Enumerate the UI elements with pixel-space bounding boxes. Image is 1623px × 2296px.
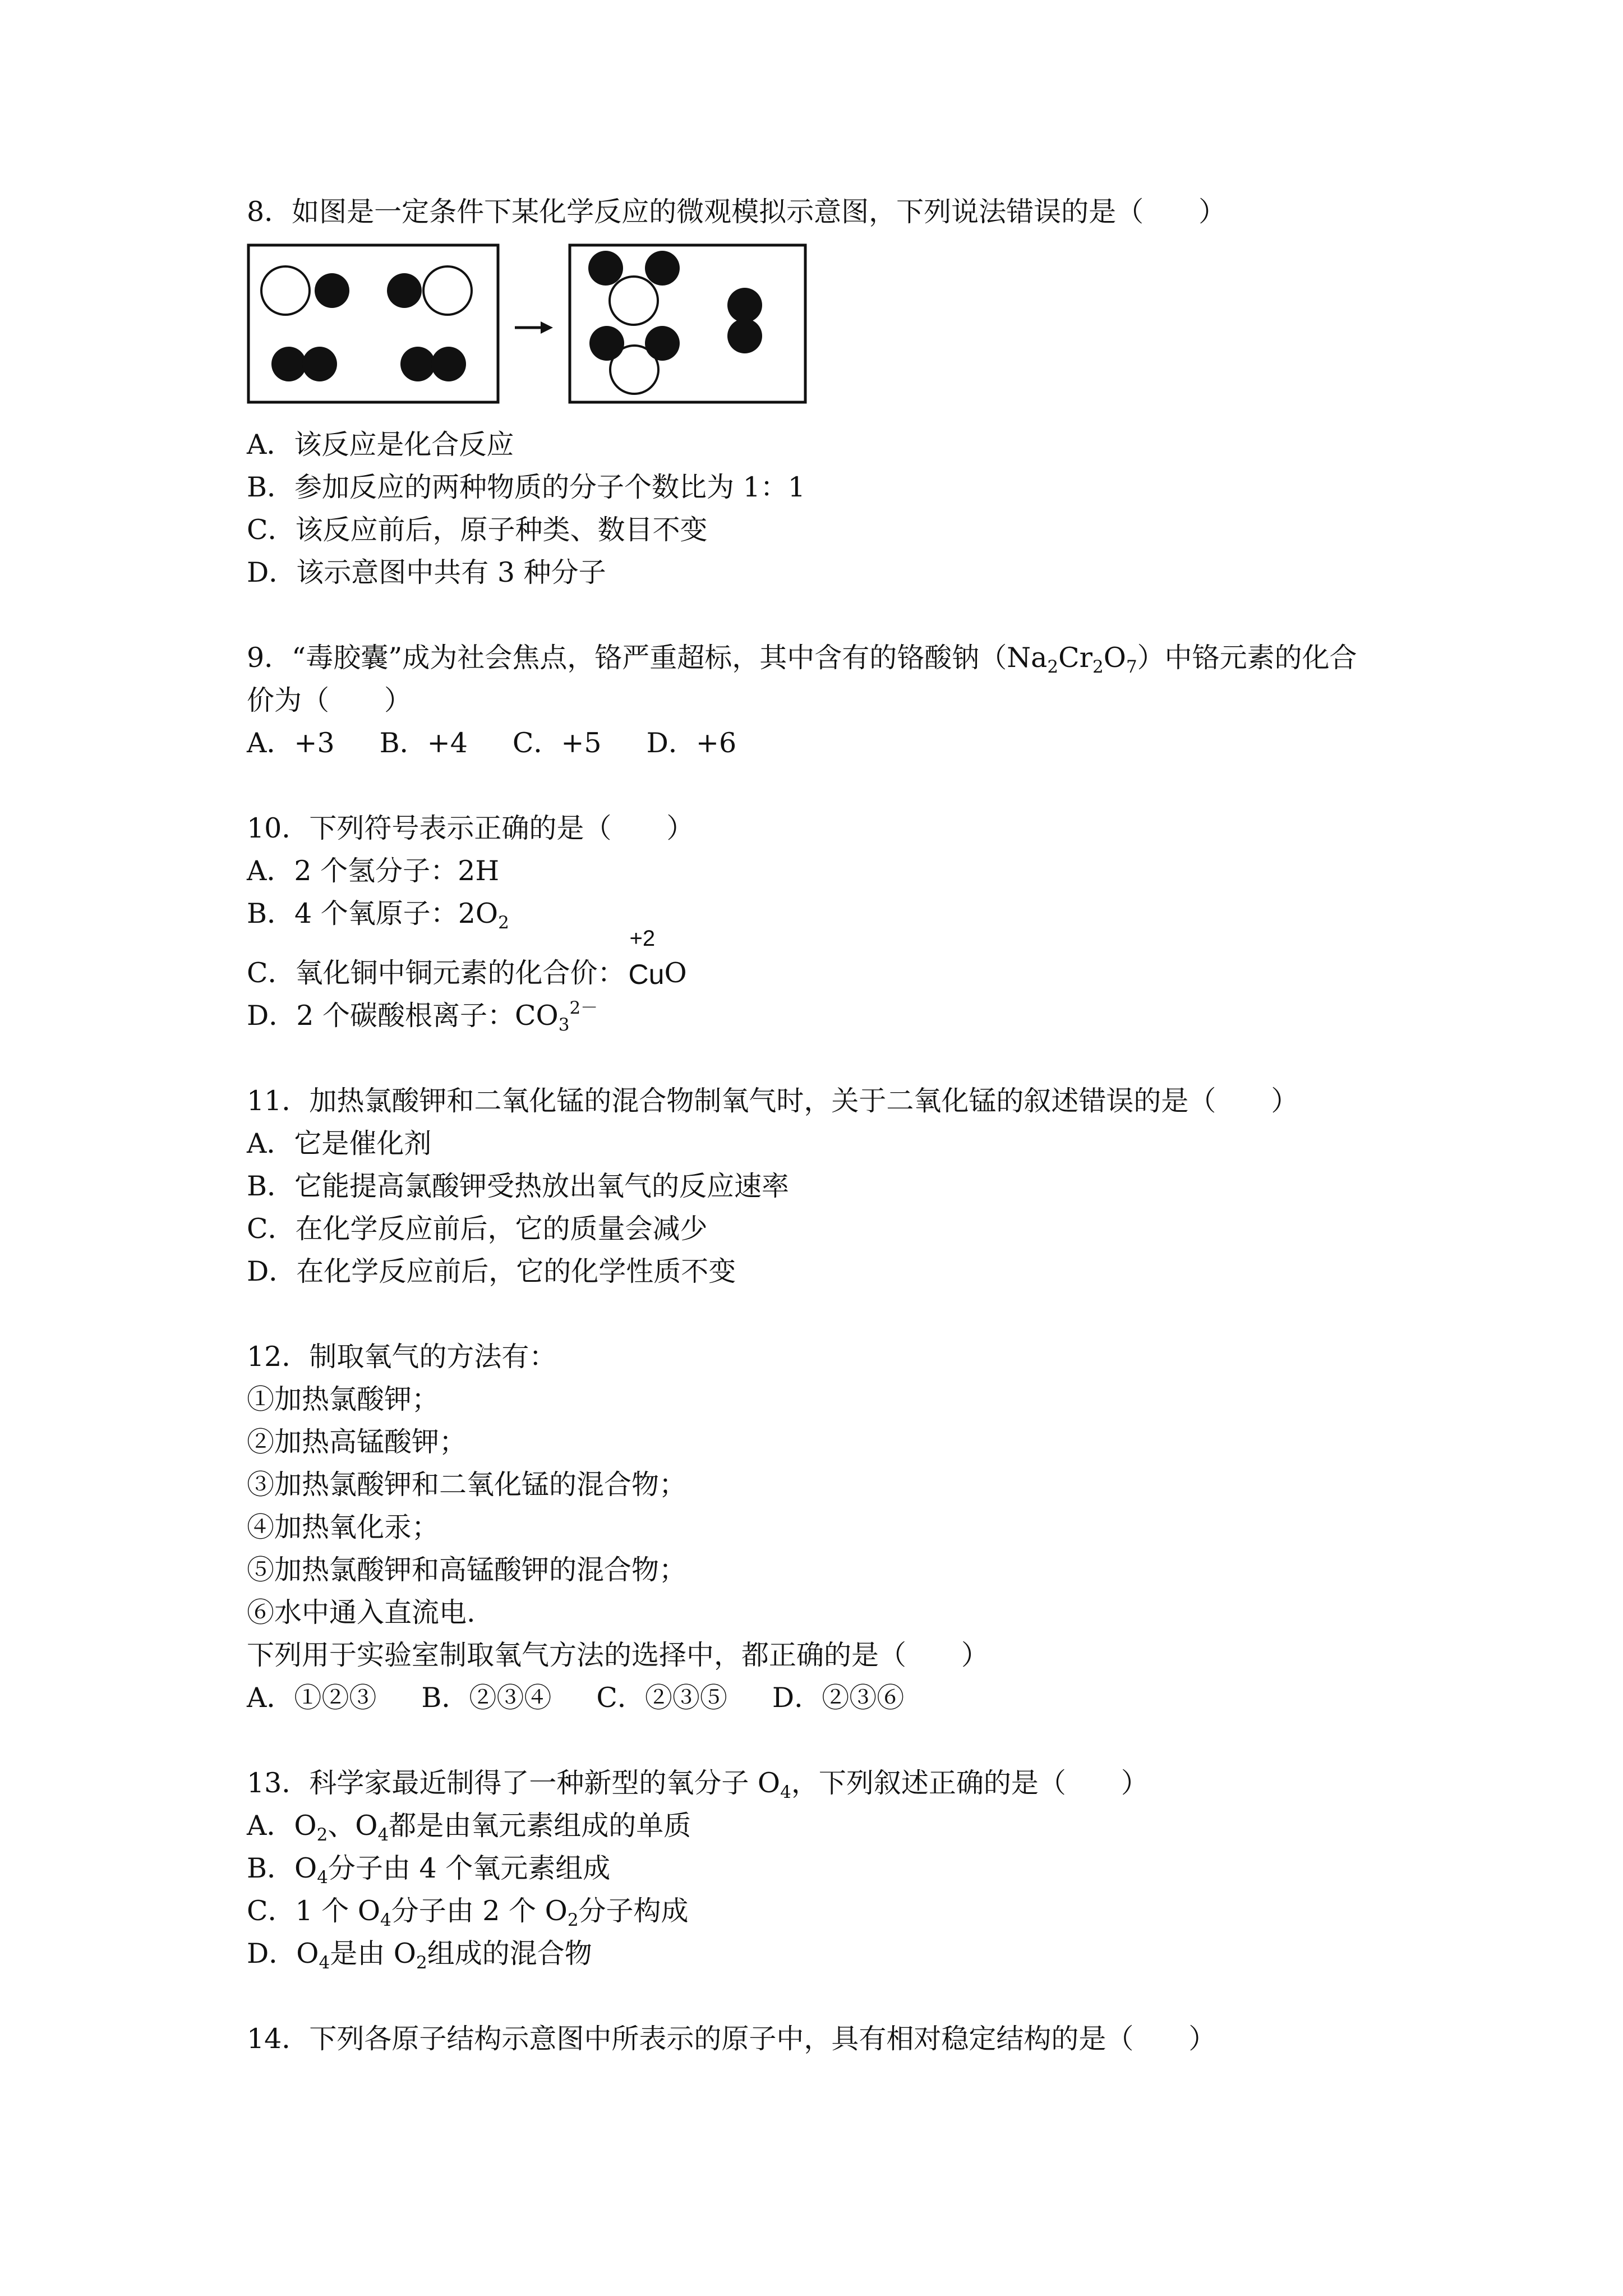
question-13-option-c: C．1 个 $O_4$分子由 2 个 $O_2$分子构成 (247, 1895, 689, 1930)
question-9-option-a: A．+3 (247, 727, 335, 759)
question-10 (247, 807, 1447, 1037)
exam-page (247, 191, 1447, 2060)
question-11-option-b: B．它能提高氯酸钾受热放出氧气的反应速率 (247, 1170, 790, 1202)
question-12-stem: 12．制取氧气的方法有： (247, 1341, 557, 1373)
question-8-option-b: B．参加反应的两种物质的分子个数比为 1：1 (247, 471, 805, 503)
question-11-stem: 11．加热氯酸钾和二氧化锰的混合物制氧气时，关于二氧化锰的叙述错误的是（ ） (247, 1085, 1299, 1117)
question-8 (247, 191, 1447, 594)
product-molecule (727, 288, 762, 353)
question-8-option-d: D．该示意图中共有 3 种分子 (247, 556, 606, 588)
question-9-option-d: D．+6 (646, 727, 737, 759)
reactant-molecule (271, 347, 337, 381)
question-12-question: 下列用于实验室制取氧气方法的选择中，都正确的是（ ） (247, 1639, 989, 1671)
question-9-stem-cont: 价为（ ） (247, 684, 412, 716)
question-13-option-a: A．$O_2$、$O_4$都是由氧元素组成的单质 (247, 1810, 691, 1845)
method-4: ④加热氧化汞； (247, 1511, 440, 1543)
question-10-option-d: D．2 个碳酸根离子：$CO_3^{2-}$ (247, 998, 598, 1035)
method-1: ①加热氯酸钾； (247, 1383, 440, 1415)
question-12 (247, 1336, 1447, 1719)
question-11-option-d: D．在化学反应前后，它的化学性质不变 (247, 1255, 736, 1287)
question-12-option-b: B．②③④ (421, 1682, 552, 1714)
question-13-option-b: B．$O_4$分子由 4 个氧元素组成 (247, 1852, 611, 1888)
sodium-dichromate-formula: $Na_2Cr_2O_7$ (1007, 642, 1137, 677)
question-14 (247, 2018, 1447, 2060)
question-11-option-a: A．它是催化剂 (247, 1128, 432, 1159)
question-9-option-b: B．+4 (379, 727, 468, 759)
question-14-stem: 14．下列各原子结构示意图中所表示的原子中，具有相对稳定结构的是（ ） (247, 2023, 1216, 2055)
question-12-option-d: D．②③⑥ (772, 1682, 905, 1714)
question-12-options (247, 1677, 1447, 1719)
question-11 (247, 1080, 1447, 1293)
copper-valence-notation: +2 Cu O (628, 926, 687, 990)
product-molecule (589, 326, 680, 394)
question-8-stem: 8．如图是一定条件下某化学反应的微观模拟示意图，下列说法错误的是（ ） (247, 196, 1227, 228)
question-13 (247, 1762, 1447, 1975)
reactant-molecule (261, 266, 349, 315)
question-10-option-c: C．氧化铜中铜元素的化合价： +2 Cu O (247, 952, 1447, 995)
product-molecule (588, 251, 680, 325)
question-9-stem: 9．“毒胶囊”成为社会焦点，铬严重超标，其中含有的铬酸钠$(Na_2Cr_2O_7)$中铬元素的化合 (247, 642, 1357, 677)
question-8-option-c: C．该反应前后，原子种类、数目不变 (247, 514, 708, 546)
question-10-option-b: B．4 个氧原子：$2O_2$ (247, 898, 509, 933)
method-5: ⑤加热氯酸钾和高锰酸钾的混合物； (247, 1554, 687, 1586)
method-6: ⑥水中通入直流电. (247, 1596, 476, 1628)
question-10-option-a: A．2 个氢分子：2H (247, 855, 500, 887)
question-12-option-a: A．①②③ (247, 1682, 377, 1714)
question-13-stem: 13．科学家最近制得了一种新型的氧分子 $O_4$，下列叙述正确的是（ ） (247, 1767, 1149, 1802)
question-11-option-c: C．在化学反应前后，它的质量会减少 (247, 1213, 708, 1245)
reaction-diagram (247, 243, 808, 409)
reaction-arrow (515, 321, 553, 334)
question-10-stem: 10．下列符号表示正确的是（ ） (247, 812, 694, 844)
method-2: ②加热高锰酸钾； (247, 1426, 467, 1458)
question-8-option-a: A．该反应是化合反应 (247, 429, 514, 461)
question-9-options (247, 722, 1447, 765)
method-3: ③加热氯酸钾和二氧化锰的混合物； (247, 1469, 687, 1501)
reactant-molecule (400, 347, 466, 381)
question-12-option-c: C．②③⑤ (596, 1682, 727, 1714)
question-9-option-c: C．+5 (512, 727, 602, 759)
question-13-option-d: D．$O_4$是由 $O_2$组成的混合物 (247, 1938, 592, 1973)
question-9 (247, 637, 1447, 765)
reactant-molecule (387, 266, 472, 315)
